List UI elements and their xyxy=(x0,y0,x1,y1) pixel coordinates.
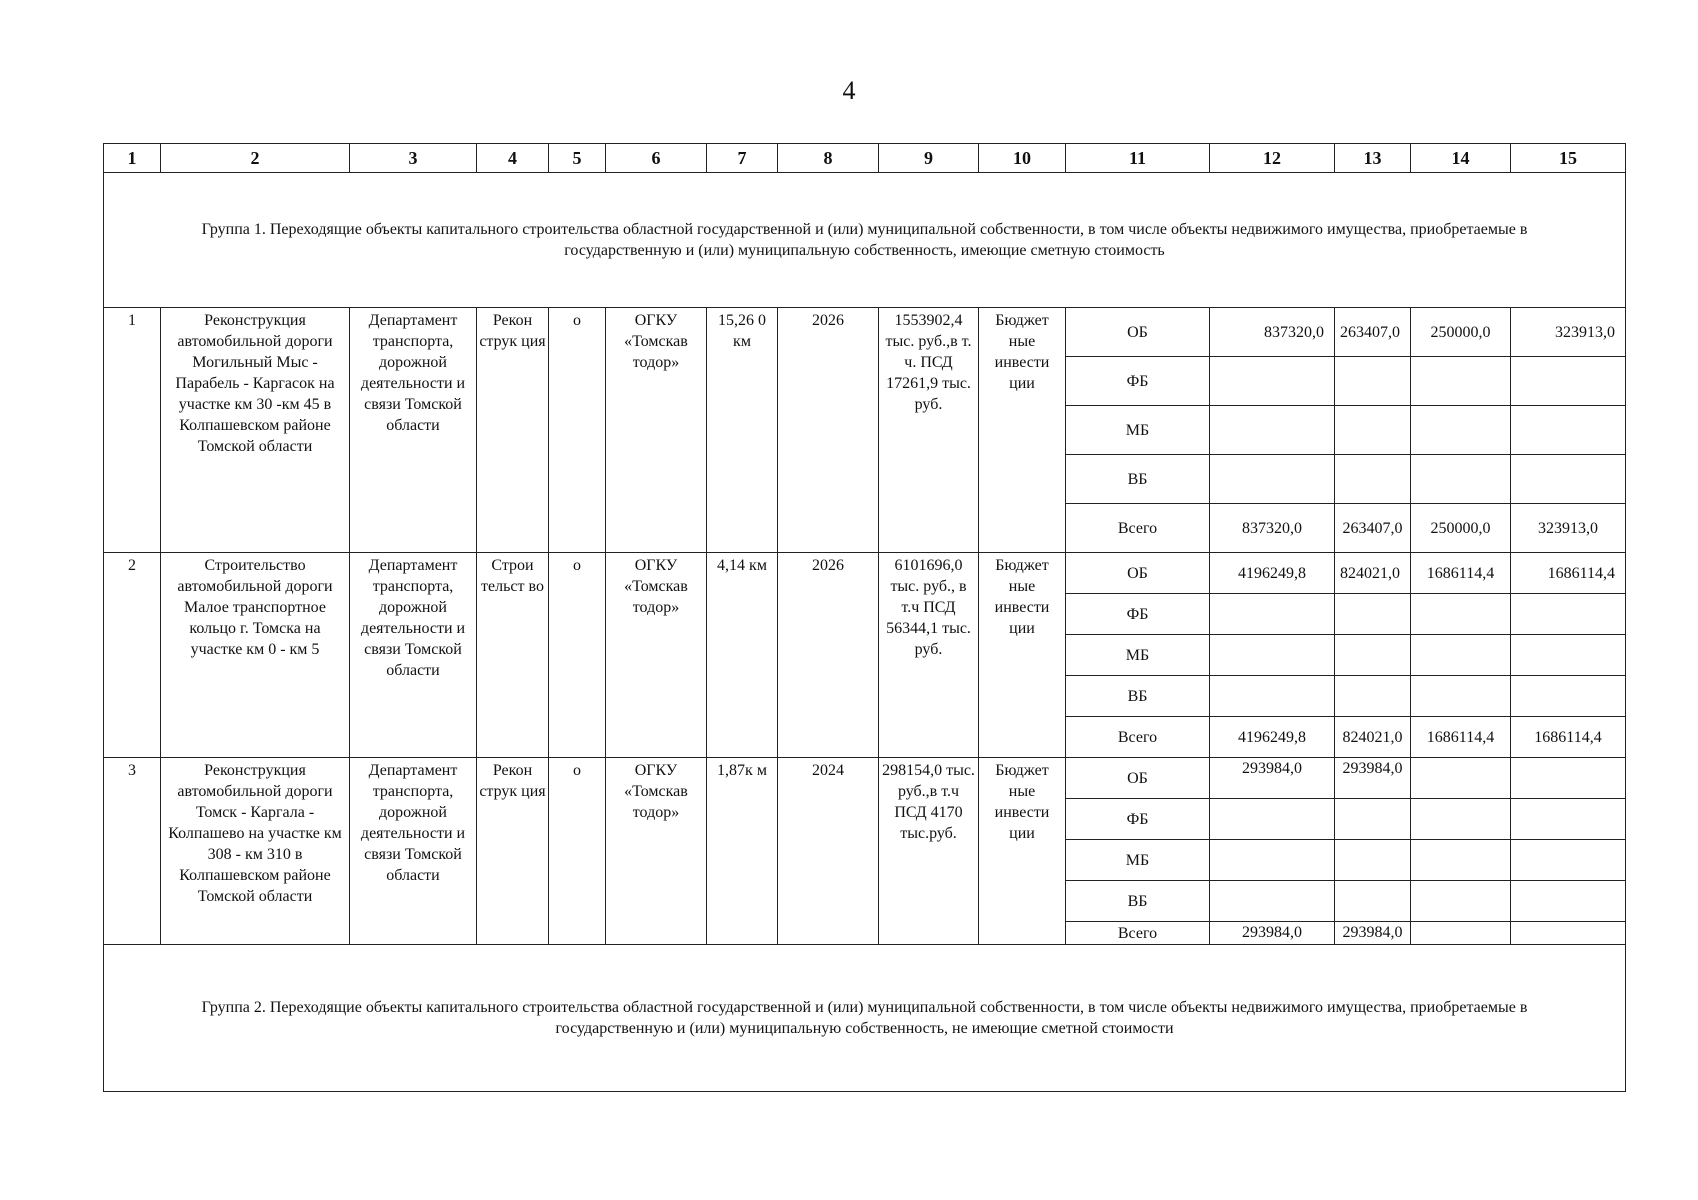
total-cell: 323913,0 xyxy=(1511,504,1626,553)
object-number: 3 xyxy=(104,758,161,945)
column-number-header: 1 xyxy=(104,144,161,173)
total-cell: 4196249,8 xyxy=(1210,717,1335,758)
total-cell: 293984,0 xyxy=(1335,922,1411,945)
work-type: Рекон струк ция xyxy=(477,758,549,945)
capacity: 1,87к м xyxy=(707,758,778,945)
source-label: ВБ xyxy=(1066,676,1210,717)
amount-cell: 263407,0 xyxy=(1335,308,1411,357)
total-cell: 837320,0 xyxy=(1210,504,1335,553)
amount-cell: 293984,0 xyxy=(1335,758,1411,799)
source-label: МБ xyxy=(1066,635,1210,676)
column-number-header: 11 xyxy=(1066,144,1210,173)
customer: Департамент транспорта, дорожной деятельности и связи Томской области xyxy=(350,308,477,553)
amount-cell xyxy=(1411,635,1511,676)
amount-cell: 837320,0 xyxy=(1210,308,1335,357)
source-label: Всего xyxy=(1066,717,1210,758)
amount-cell xyxy=(1210,840,1335,881)
total-cell xyxy=(1511,922,1626,945)
amount-cell xyxy=(1411,406,1511,455)
amount-cell: 1686114,4 xyxy=(1511,553,1626,594)
total-cell xyxy=(1411,922,1511,945)
amount-cell xyxy=(1210,676,1335,717)
object-name: Строительство автомобильной дороги Малое транспортное кольцо г. Томска на участке км 0 - км 5 xyxy=(161,553,350,758)
source-label: Всего xyxy=(1066,504,1210,553)
group-1-row xyxy=(104,173,1626,308)
amount-cell xyxy=(1511,357,1626,406)
amount-cell xyxy=(1210,594,1335,635)
total-cell: 1686114,4 xyxy=(1411,717,1511,758)
object-name: Реконструкция автомобильной дороги Могильный Мыс - Парабель - Каргасок на участке км 30 -км 45 в Колпашевском районе Томской области xyxy=(161,308,350,553)
amount-cell: 1686114,4 xyxy=(1411,553,1511,594)
column-number-header: 2 xyxy=(161,144,350,173)
column-number-header: 3 xyxy=(350,144,477,173)
column-number-header: 8 xyxy=(778,144,879,173)
estimated-cost: 1553902,4 тыс. руб.,в т. ч. ПСД 17261,9 тыс. руб. xyxy=(879,308,979,553)
amount-cell xyxy=(1411,881,1511,922)
amount-cell xyxy=(1511,799,1626,840)
amount-cell xyxy=(1335,881,1411,922)
capacity: 15,26 0 км xyxy=(707,308,778,553)
amount-cell xyxy=(1210,406,1335,455)
amount-cell xyxy=(1210,357,1335,406)
source-label: МБ xyxy=(1066,406,1210,455)
amount-cell xyxy=(1511,758,1626,799)
amount-cell xyxy=(1511,455,1626,504)
amount-cell xyxy=(1511,676,1626,717)
completion-year: 2026 xyxy=(778,308,879,553)
amount-cell: 250000,0 xyxy=(1411,308,1511,357)
source-label: ВБ xyxy=(1066,455,1210,504)
object-name: Реконструкция автомобильной дороги Томск - Каргала - Колпашево на участке км 308 - км 310 в Колпашевском районе Томской области xyxy=(161,758,350,945)
investment-form: Бюджет ные инвести ции xyxy=(979,553,1066,758)
amount-cell xyxy=(1335,455,1411,504)
capacity: 4,14 км xyxy=(707,553,778,758)
developer: ОГКУ «Томскав тодор» xyxy=(606,308,707,553)
column-number-header: 14 xyxy=(1411,144,1511,173)
header-row xyxy=(104,144,1626,173)
page-number: 4 xyxy=(842,76,856,105)
amount-cell xyxy=(1335,635,1411,676)
ownership: о xyxy=(549,758,606,945)
amount-cell xyxy=(1210,881,1335,922)
customer: Департамент транспорта, дорожной деятельности и связи Томской области xyxy=(350,758,477,945)
source-label: ОБ xyxy=(1066,308,1210,357)
source-label: ФБ xyxy=(1066,594,1210,635)
table-row xyxy=(104,308,1626,357)
investment-table xyxy=(103,143,1626,1092)
column-number-header: 9 xyxy=(879,144,979,173)
object-number: 2 xyxy=(104,553,161,758)
column-number-header: 7 xyxy=(707,144,778,173)
amount-cell xyxy=(1411,455,1511,504)
total-cell: 250000,0 xyxy=(1411,504,1511,553)
group-2-title: Группа 2. Переходящие объекты капитального строительства областной государственной и (или) муниципальной собственности, в том числе объекты недвижимого имущества, приобретаемые в государственную и (или) муниципальную собственность, не имеющие сметной стоимости xyxy=(104,945,1626,1092)
amount-cell xyxy=(1411,594,1511,635)
amount-cell xyxy=(1335,840,1411,881)
amount-cell xyxy=(1411,357,1511,406)
amount-cell: 293984,0 xyxy=(1210,758,1335,799)
amount-cell xyxy=(1335,799,1411,840)
amount-cell xyxy=(1411,758,1511,799)
source-label: МБ xyxy=(1066,840,1210,881)
ownership: о xyxy=(549,308,606,553)
column-number-header: 12 xyxy=(1210,144,1335,173)
total-cell: 263407,0 xyxy=(1335,504,1411,553)
amount-cell xyxy=(1511,594,1626,635)
total-cell: 1686114,4 xyxy=(1511,717,1626,758)
completion-year: 2024 xyxy=(778,758,879,945)
developer: ОГКУ «Томскав тодор» xyxy=(606,758,707,945)
investment-form: Бюджет ные инвести ции xyxy=(979,758,1066,945)
table-row xyxy=(104,758,1626,799)
source-label: Всего xyxy=(1066,922,1210,945)
amount-cell xyxy=(1511,635,1626,676)
work-type: Строи тельст во xyxy=(477,553,549,758)
source-label: ФБ xyxy=(1066,799,1210,840)
object-number: 1 xyxy=(104,308,161,553)
total-cell: 824021,0 xyxy=(1335,717,1411,758)
amount-cell xyxy=(1335,676,1411,717)
amount-cell xyxy=(1210,635,1335,676)
amount-cell xyxy=(1511,840,1626,881)
source-label: ВБ xyxy=(1066,881,1210,922)
group-2-row xyxy=(104,945,1626,1092)
ownership: о xyxy=(549,553,606,758)
table-row xyxy=(104,553,1626,594)
amount-cell: 4196249,8 xyxy=(1210,553,1335,594)
column-number-header: 15 xyxy=(1511,144,1626,173)
customer: Департамент транспорта, дорожной деятельности и связи Томской области xyxy=(350,553,477,758)
estimated-cost: 298154,0 тыс. руб.,в т.ч ПСД 4170 тыс.руб. xyxy=(879,758,979,945)
amount-cell xyxy=(1335,406,1411,455)
completion-year: 2026 xyxy=(778,553,879,758)
investment-form: Бюджет ные инвести ции xyxy=(979,308,1066,553)
amount-cell xyxy=(1511,406,1626,455)
column-number-header: 4 xyxy=(477,144,549,173)
amount-cell xyxy=(1411,799,1511,840)
source-label: ФБ xyxy=(1066,357,1210,406)
column-number-header: 5 xyxy=(549,144,606,173)
group-1-title: Группа 1. Переходящие объекты капитального строительства областной государственной и (или) муниципальной собственности, в том числе объекты недвижимого имущества, приобретаемые в государственную и (или) муниципальную собственность, имеющие сметную стоимость xyxy=(104,173,1626,308)
amount-cell xyxy=(1411,840,1511,881)
work-type: Рекон струк ция xyxy=(477,308,549,553)
amount-cell xyxy=(1411,676,1511,717)
source-label: ОБ xyxy=(1066,553,1210,594)
column-number-header: 10 xyxy=(979,144,1066,173)
amount-cell: 824021,0 xyxy=(1335,553,1411,594)
amount-cell xyxy=(1511,881,1626,922)
column-number-header: 13 xyxy=(1335,144,1411,173)
estimated-cost: 6101696,0 тыс. руб., в т.ч ПСД 56344,1 тыс. руб. xyxy=(879,553,979,758)
total-cell: 293984,0 xyxy=(1210,922,1335,945)
source-label: ОБ xyxy=(1066,758,1210,799)
developer: ОГКУ «Томскав тодор» xyxy=(606,553,707,758)
amount-cell xyxy=(1210,455,1335,504)
amount-cell: 323913,0 xyxy=(1511,308,1626,357)
amount-cell xyxy=(1335,357,1411,406)
amount-cell xyxy=(1335,594,1411,635)
amount-cell xyxy=(1210,799,1335,840)
column-number-header: 6 xyxy=(606,144,707,173)
